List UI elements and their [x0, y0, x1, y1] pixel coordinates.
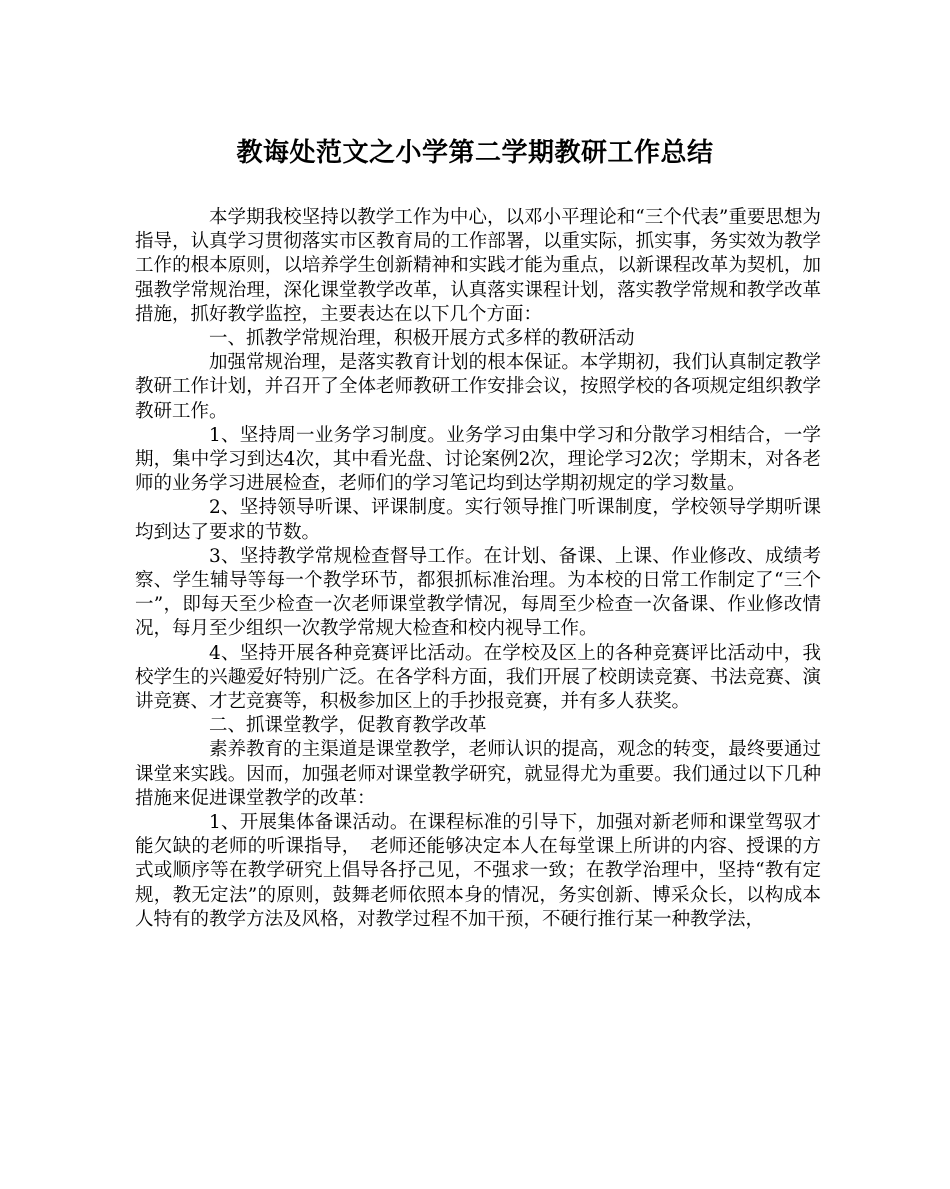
section-1-item-4: 4、坚持开展各种竞赛评比活动。在学校及区上的各种竞赛评比活动中，我校学生的兴趣爱好特别广泛。在各学科方面，我们开展了校朗读竞赛、书法竞赛、演讲竞赛、才艺竞赛等，积极参加区上的手抄报竞赛，并有多人获奖。 [135, 642, 821, 713]
section-1-item-2: 2、坚持领导听课、评课制度。实行领导推门听课制度，学校领导学期听课均到达了要求的节数。 [135, 497, 821, 543]
section-2-item-1: 1、开展集体备课活动。在课程标准的引导下，加强对新老师和课堂驾驭才能欠缺的老师的听课指导， 老师还能够决定本人在每堂课上所讲的内容、授课的方式或顺序等在教学研究上倡导各抒己见，不强求一致；在教学治理中，坚持“教有定规，教无定法”的原则，鼓舞老师依照本身的情况，务实创新、博采众长，以构成本人特有的教学方法及风格，对教学过程不加干预，不硬行推行某一种教学法， [135, 812, 821, 930]
document-body [135, 206, 821, 932]
section-2-heading: 二、抓课堂教学，促教育教学改革 [209, 715, 487, 737]
section-1-paragraph: 加强常规治理，是落实教育计划的根本保证。本学期初，我们认真制定教学教研工作计划，并召开了全体老师教研工作安排会议，按照学校的各项规定组织教学教研工作。 [135, 352, 821, 422]
section-1-heading: 一、抓教学常规治理，积极开展方式多样的教研活动 [209, 328, 635, 350]
document-title: 教诲处范文之小学第二学期教研工作总结 [236, 138, 714, 168]
section-1-item-3: 3、坚持教学常规检查督导工作。在计划、备课、上课、作业修改、成绩考察、学生辅导等每一个教学环节，都狠抓标准治理。为本校的日常工作制定了“三个一”，即每天至少检查一次老师课堂教学情况，每周至少检查一次备课、作业修改情况，每月至少组织一次教学常规大检查和校内视导工作。 [135, 545, 821, 640]
intro-paragraph: 本学期我校坚持以教学工作为中心，以邓小平理论和“三个代表”重要思想为指导，认真学习贯彻落实市区教育局的工作部署，以重实际，抓实事，务实效为教学工作的根本原则，以培养学生创新精神和实践才能为重点，以新课程改革为契机，加强教学常规治理，深化课堂教学改革，认真落实课程计划，落实教学常规和教学改革措施，抓好教学监控，主要表达在以下几个方面： [135, 207, 821, 325]
section-2-paragraph: 素养教育的主渠道是课堂教学，老师认识的提高，观念的转变，最终要通过课堂来实践。因而，加强老师对课堂教学研究，就显得尤为重要。我们通过以下几种措施来促进课堂教学的改革： [135, 739, 821, 809]
section-1-item-1: 1、坚持周一业务学习制度。业务学习由集中学习和分散学习相结合，一学期，集中学习到达4次，其中看光盘、讨论案例2次，理论学习2次；学期末，对各老师的业务学习进展检查，老师们的学习笔记均到达学期初规定的学习数量。 [135, 424, 821, 495]
